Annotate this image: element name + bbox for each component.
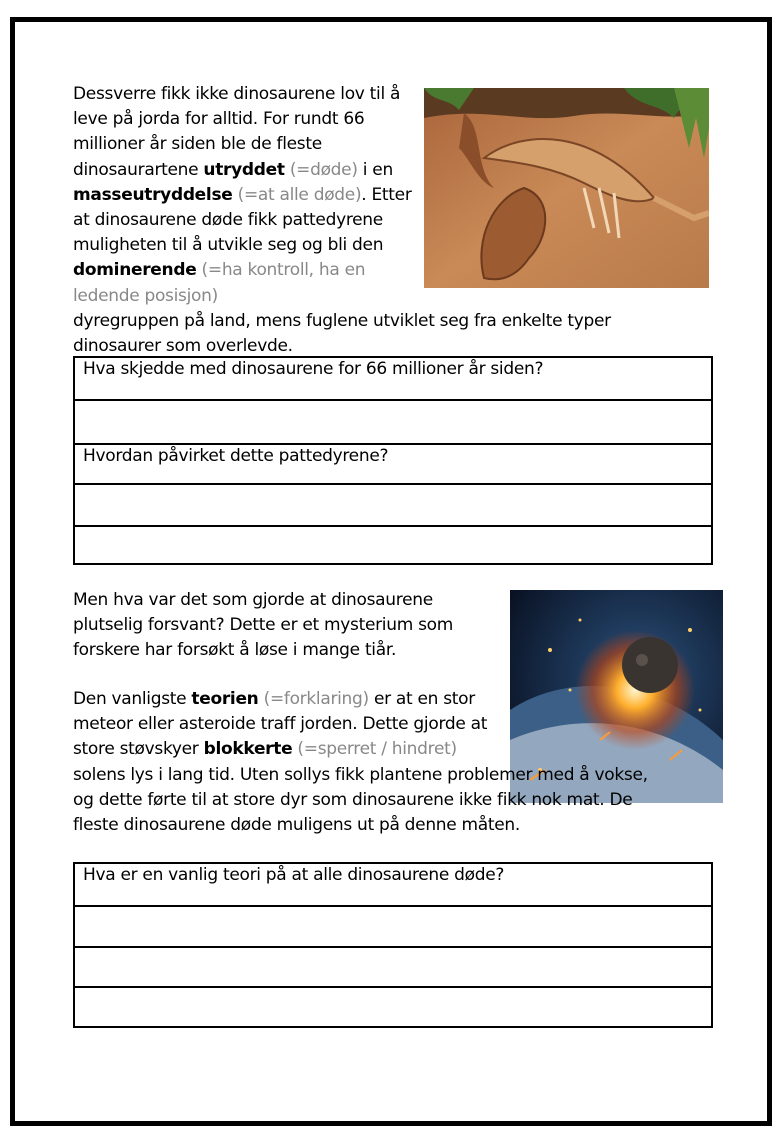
answer-field-1[interactable]	[74, 400, 712, 444]
answer-field-6[interactable]	[74, 987, 712, 1027]
theory-text-c: solens lys i lang tid. Uten sollys fikk plantene problemer med å vokse, og dette førte til at store dyr som dinosaurene ikke fikk nok mat. De fleste dinosaurene døde muligens ut på denne måten.	[73, 764, 648, 836]
question-2: Hvordan påvirket dette pattedyrene?	[83, 446, 389, 466]
gloss-masseutryddelse: (=at alle døde)	[237, 184, 362, 205]
intro-text-d: dyregruppen på land, mens fuglene utviklet seg fra enkelte typer dinosaurer som overlevde.	[73, 310, 611, 357]
theory-text-block	[73, 687, 668, 838]
term-dominerende: dominerende	[73, 260, 197, 281]
theory-text-b: er at en stor meteor eller asteroide traff jorden. Dette gjorde at store støvskyer	[73, 689, 488, 760]
mystery-paragraph	[73, 588, 493, 664]
answer-field-4[interactable]	[74, 906, 712, 947]
question-cell	[74, 357, 712, 400]
gloss-dominerende: (=ha kontroll, ha en ledende posisjon)	[73, 260, 366, 306]
question-1: Hva skjedde med dinosaurene for 66 millioner år siden?	[83, 359, 544, 379]
answer-field-2[interactable]	[74, 484, 712, 526]
question-3: Hva er en vanlig teori på at alle dinosaurene døde?	[83, 865, 505, 885]
term-utryddet: utryddet	[203, 159, 285, 180]
question-cell	[74, 863, 712, 906]
theory-paragraph	[73, 687, 668, 838]
intro-paragraph	[73, 82, 668, 359]
gloss-blokkerte: (=sperret / hindret)	[297, 739, 457, 760]
question-cell	[74, 444, 712, 484]
mystery-text: Men hva var det som gjorde at dinosaurene plutselig forsvant? Dette er et mysterium som forskere har forsøkt å løse i mange tiår.	[73, 590, 453, 661]
intro-text-block	[73, 82, 668, 359]
theory-line-wrap	[73, 687, 498, 763]
intro-line-wrap	[73, 82, 413, 309]
answer-field-5[interactable]	[74, 947, 712, 987]
term-blokkerte: blokkerte	[203, 739, 293, 760]
theory-text-a: Den vanligste	[73, 689, 192, 709]
term-masseutryddelse: masseutryddelse	[73, 184, 233, 205]
gloss-utryddet: (=døde)	[289, 159, 358, 180]
gloss-teorien: (=forklaring)	[263, 689, 369, 709]
question-table-2	[73, 862, 713, 1028]
term-teorien: teorien	[191, 689, 259, 709]
answer-field-3[interactable]	[74, 526, 712, 564]
intro-text-b: i en	[357, 159, 393, 180]
question-table-1	[73, 356, 713, 565]
intro-text-a-visible: Dessverre fikk ikke dinosaurene lov til å leve på jorda for alltid. For rundt 66 millioner år siden ble de fleste dinosaurartene	[73, 84, 401, 180]
intro-text-c: . Etter at dinosaurene døde fikk pattedyrene muligheten til å utvikle seg og bli den	[73, 184, 412, 256]
